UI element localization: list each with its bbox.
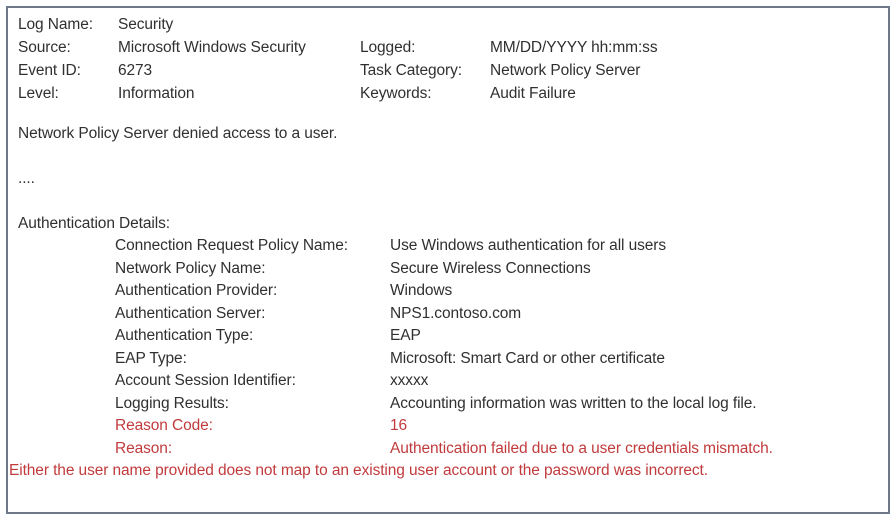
field-label: Event ID: (18, 62, 81, 79)
reason-explanation-note: Either the user name provided does not map to an existing user account or the password was incorrect. (9, 462, 708, 479)
event-log-frame (6, 6, 890, 514)
detail-row-connection-request-policy (115, 235, 878, 258)
field-label: Level: (18, 85, 59, 102)
event-description: Network Policy Server denied access to a user. (18, 125, 338, 142)
field-label: Task Category: (360, 62, 462, 79)
detail-row-authentication-type (115, 325, 878, 348)
detail-value: NPS1.contoso.com (390, 304, 522, 322)
detail-value: xxxxx (390, 372, 429, 389)
header-row-source (18, 36, 878, 59)
field-value: Audit Failure (490, 85, 576, 102)
detail-row-authentication-server (115, 303, 878, 326)
field-value (490, 13, 878, 36)
detail-value: Accounting information was written to the local log file. (390, 394, 757, 412)
omitted-text-ellipsis: .... (18, 170, 35, 187)
field-label: Source: (18, 39, 71, 56)
header-row-log-name (18, 13, 878, 36)
detail-value: Microsoft: Smart Card or other certificate (390, 349, 665, 367)
field-label (360, 13, 490, 36)
detail-row-authentication-provider (115, 280, 878, 303)
detail-row-network-policy-name (115, 258, 878, 281)
detail-row-logging-results (115, 393, 878, 416)
detail-label: Authentication Type: (115, 327, 254, 344)
detail-label: EAP Type: (115, 349, 187, 367)
detail-value: Windows (390, 282, 453, 299)
detail-value: Secure Wireless Connections (390, 259, 591, 277)
field-label: Logged: (360, 39, 416, 56)
detail-label: Account Session Identifier: (115, 372, 296, 389)
detail-value: 16 (390, 417, 408, 434)
field-value: 6273 (118, 62, 153, 79)
detail-row-reason-code (115, 415, 878, 438)
auth-details-heading: Authentication Details: (18, 215, 170, 232)
field-value: Microsoft Windows Security (118, 39, 306, 56)
detail-label: Network Policy Name: (115, 259, 266, 277)
detail-label: Authentication Provider: (115, 282, 278, 299)
detail-row-eap-type (115, 348, 878, 371)
field-label: Keywords: (360, 85, 432, 102)
detail-value: Authentication failed due to a user credentials mismatch. (390, 439, 773, 457)
detail-value: EAP (390, 327, 421, 344)
field-label: Log Name: (18, 16, 93, 33)
detail-label: Reason: (115, 439, 173, 457)
field-value: MM/DD/YYYY hh:mm:ss (490, 39, 658, 56)
field-value: Network Policy Server (490, 62, 641, 79)
header-row-event-id (18, 59, 878, 82)
detail-value: Use Windows authentication for all users (390, 237, 666, 254)
detail-label: Authentication Server: (115, 304, 266, 322)
field-value: Information (118, 85, 195, 102)
detail-row-reason (115, 438, 878, 461)
detail-label: Reason Code: (115, 417, 213, 434)
header-row-level (18, 82, 878, 105)
field-value: Security (118, 16, 174, 33)
detail-label: Connection Request Policy Name: (115, 237, 348, 254)
detail-label: Logging Results: (115, 394, 229, 412)
detail-row-account-session-identifier (115, 370, 878, 393)
